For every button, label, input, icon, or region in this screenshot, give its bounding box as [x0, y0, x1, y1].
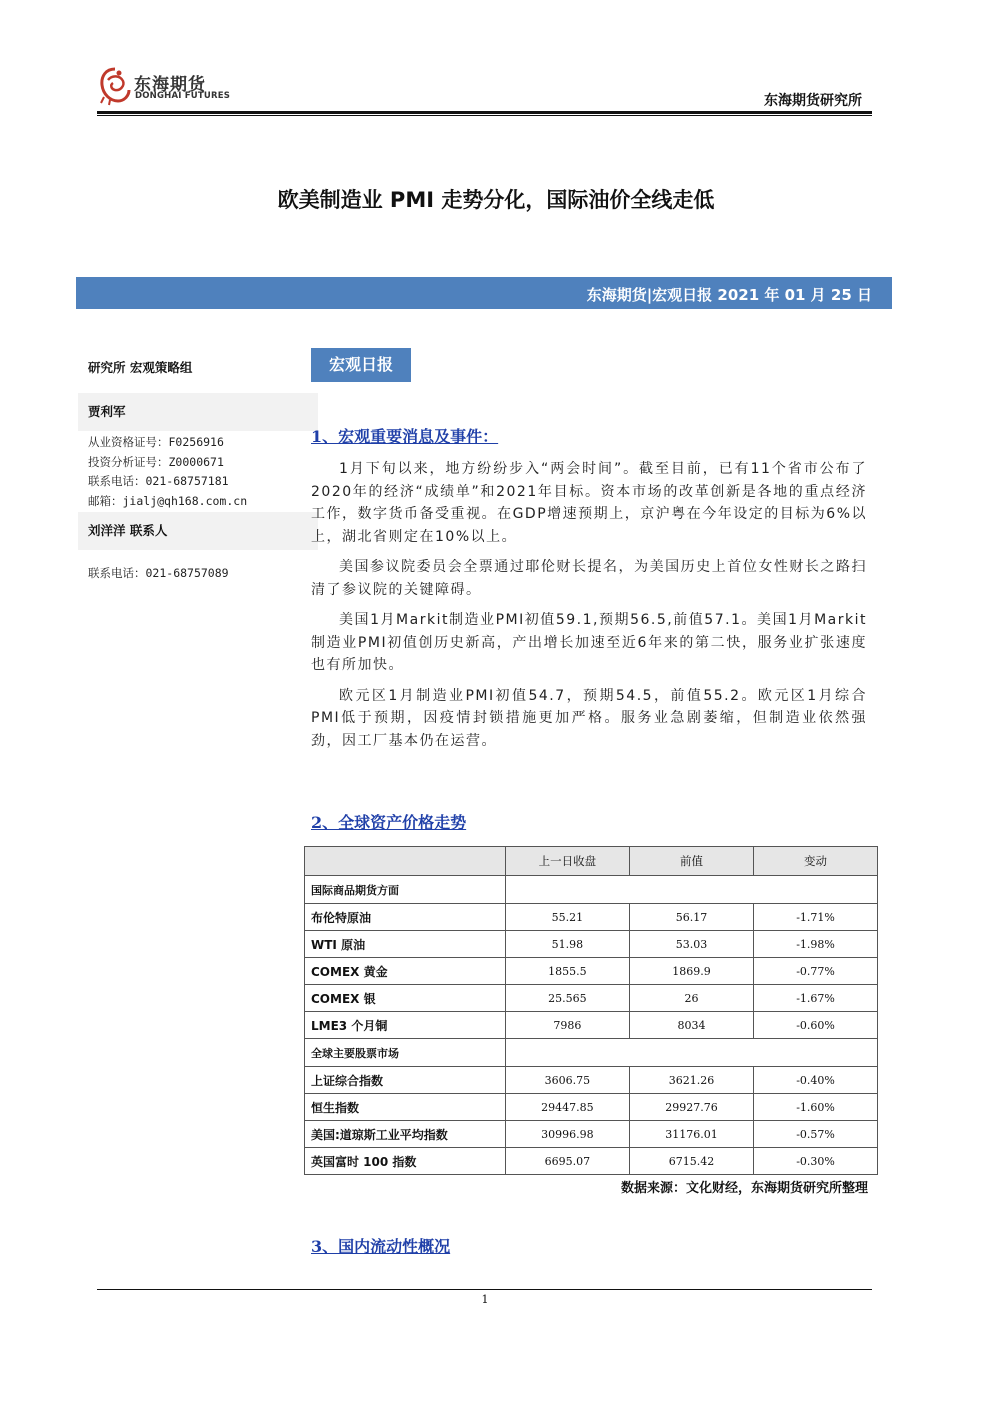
prior-value: 31176.01: [629, 1121, 753, 1148]
change: -0.77%: [754, 958, 878, 985]
table-header-cell: 前值: [629, 847, 753, 876]
section1-title: 1、宏观重要消息及事件：: [311, 427, 499, 446]
header-divider: [97, 111, 872, 114]
change: -0.60%: [754, 1012, 878, 1039]
page-number: 1: [481, 1293, 489, 1306]
asset-name: 布伦特原油: [305, 904, 506, 931]
section1-paragraph: 美国1月Markit制造业PMI初值59.1,预期56.5,前值57.1。美国1月Markit制造业PMI初值创历史新高，产出增长加速至近6年来的第二快，服务业扩张速度也有所加快。: [311, 612, 867, 673]
prev-close: 55.21: [505, 904, 629, 931]
asset-name: 恒生指数: [305, 1094, 506, 1121]
table-row: [305, 985, 878, 1012]
asset-price-table: [304, 846, 878, 1175]
macro-daily-tag: 宏观日报: [311, 348, 411, 382]
table-row: [305, 1012, 878, 1039]
asset-name: WTI 原油: [305, 931, 506, 958]
report-banner: [76, 277, 892, 309]
prior-value: 3621.26: [629, 1067, 753, 1094]
prior-value: 56.17: [629, 904, 753, 931]
change: -0.57%: [754, 1121, 878, 1148]
table-group-row: [305, 876, 878, 904]
table-header-cell: 变动: [754, 847, 878, 876]
company-logo: [98, 66, 233, 108]
sidebar-analyst1-invest-cert: 投资分析证号：Z0000671: [88, 454, 224, 469]
prev-close: 29447.85: [505, 1094, 629, 1121]
prev-close: 7986: [505, 1012, 629, 1039]
report-banner-text: 东海期货|宏观日报 2021 年 01 月 25 日: [586, 286, 872, 304]
table-row: [305, 931, 878, 958]
header-divider-thin: [97, 115, 872, 116]
prior-value: 1869.9: [629, 958, 753, 985]
prior-value: 6715.42: [629, 1148, 753, 1175]
section3-title: 3、国内流动性概况: [311, 1237, 451, 1256]
section1-paragraph: 1月下旬以来，地方纷纷步入“两会时间”。截至目前，已有11个省市公布了2020年的经济“成绩单”和2021年目标。资本市场的改革创新是各地的重点经济工作，数字货币备受重视。在GDP增速预期上，京沪粤在今年设定的目标为6%以上，湖北省则定在10%以上。: [311, 461, 867, 545]
asset-name: 上证综合指数: [305, 1067, 506, 1094]
asset-name: 美国:道琼斯工业平均指数: [305, 1121, 506, 1148]
table-row: [305, 904, 878, 931]
prior-value: 29927.76: [629, 1094, 753, 1121]
table-group-row: [305, 1039, 878, 1067]
prev-close: 6695.07: [505, 1148, 629, 1175]
footer-divider: [97, 1289, 872, 1290]
prev-close: 25.565: [505, 985, 629, 1012]
section2-title: 2、全球资产价格走势: [311, 813, 467, 832]
prev-close: 51.98: [505, 931, 629, 958]
data-source-note: 数据来源：文化财经，东海期货研究所整理: [620, 1181, 868, 1196]
sidebar-analyst1-email[interactable]: 邮箱：jialj@qh168.com.cn: [88, 493, 248, 508]
change: -1.67%: [754, 985, 878, 1012]
change: -1.98%: [754, 931, 878, 958]
table-row: [305, 958, 878, 985]
table-row: [305, 1067, 878, 1094]
change: -1.60%: [754, 1094, 878, 1121]
asset-name: COMEX 银: [305, 985, 506, 1012]
change: -0.30%: [754, 1148, 878, 1175]
table-header-cell: 上一日收盘: [505, 847, 629, 876]
change: -0.40%: [754, 1067, 878, 1094]
table-group-label: 国际商品期货方面: [305, 876, 506, 904]
asset-name: LME3 个月铜: [305, 1012, 506, 1039]
logo-chinese-name: 东海期货: [134, 75, 206, 95]
sidebar-analyst1-details: [78, 433, 298, 511]
sidebar-analyst1-cert: 从业资格证号：F0256916: [88, 435, 224, 449]
institute-name: 东海期货研究所: [764, 93, 862, 109]
table-row: [305, 1148, 878, 1175]
logo-english-name: DONGHAI FUTURES: [135, 91, 231, 101]
prior-value: 26: [629, 985, 753, 1012]
table-row: [305, 1121, 878, 1148]
prev-close: 30996.98: [505, 1121, 629, 1148]
section1-paragraph: 欧元区1月制造业PMI初值54.7，预期54.5，前值55.2。欧元区1月综合PMI低于预期，因疫情封锁措施更加严格。服务业急剧萎缩，但制造业依然强劲，因工厂基本仍在运营。: [311, 687, 867, 749]
sidebar-analyst1-phone: 联系电话：021-68757181: [88, 474, 229, 488]
sidebar-analyst2-phone: 联系电话：021-68757089: [88, 566, 229, 580]
table-header-row: [305, 847, 878, 876]
report-title: 欧美制造业 PMI 走势分化，国际油价全线走低: [277, 188, 715, 212]
table-row: [305, 1094, 878, 1121]
prior-value: 8034: [629, 1012, 753, 1039]
section1-body: [311, 458, 867, 760]
sidebar-dept: 研究所 宏观策略组: [88, 360, 193, 375]
sidebar-analyst2-name: 刘洋洋 联系人: [78, 512, 318, 550]
prior-value: 53.03: [629, 931, 753, 958]
sidebar-analyst1-name: 贾利军: [78, 393, 318, 431]
table-group-label: 全球主要股票市场: [305, 1039, 506, 1067]
change: -1.71%: [754, 904, 878, 931]
prev-close: 3606.75: [505, 1067, 629, 1094]
asset-name: 英国富时 100 指数: [305, 1148, 506, 1175]
table-header-cell: [305, 847, 506, 876]
prev-close: 1855.5: [505, 958, 629, 985]
section1-paragraph: 美国参议院委员会全票通过耶伦财长提名，为美国历史上首位女性财长之路扫清了参议院的关键障碍。: [311, 559, 867, 598]
dragon-logo-icon: [98, 66, 132, 106]
asset-name: COMEX 黄金: [305, 958, 506, 985]
